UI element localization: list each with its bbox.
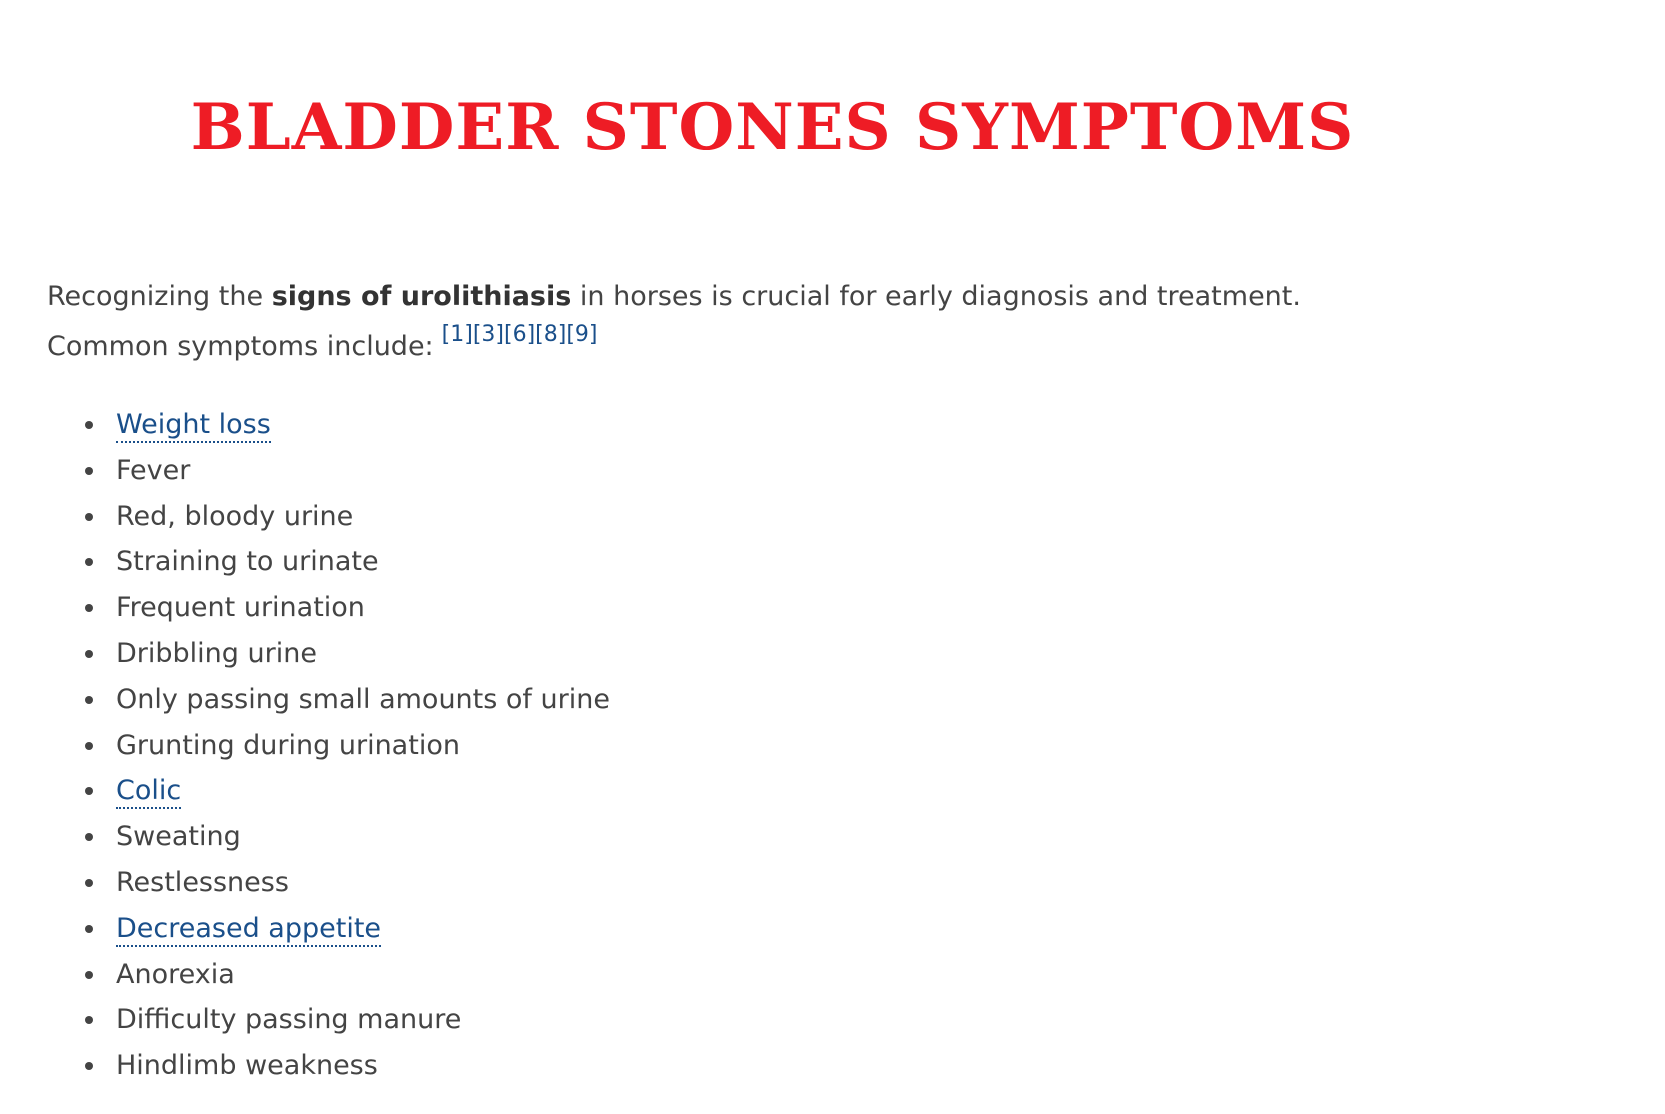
symptom-link[interactable]: Colic [116,775,181,809]
symptom-text: Anorexia [116,958,235,990]
bullet-icon [85,742,93,750]
bullet-icon [85,421,93,429]
symptom-link[interactable]: Weight loss [116,409,271,443]
symptom-item [83,997,610,1043]
symptom-item [83,768,610,814]
citation-link[interactable]: [8] [535,322,567,347]
symptom-item [83,448,610,494]
symptom-text: Sweating [116,821,241,853]
section-title: BLADDER STONES SYMPTOMS [190,90,1355,165]
citation-link[interactable]: [1] [441,322,473,347]
bullet-icon [85,513,93,521]
symptom-item [83,677,610,723]
intro-text-after: in horses is crucial for early diagnosis and treatment. Common symptoms include: [47,281,1301,362]
symptom-item [83,585,610,631]
symptom-text: Dribbling urine [116,637,317,669]
bullet-icon [85,1016,93,1024]
symptom-item [83,631,610,677]
symptom-text: Frequent urination [116,592,365,624]
bullet-icon [85,1062,93,1070]
intro-bold-phrase: signs of urolithiasis [271,281,572,312]
intro-paragraph [47,272,1427,372]
symptom-item [83,814,610,860]
symptom-text: Restlessness [116,866,289,898]
symptom-item [83,494,610,540]
bullet-icon [85,879,93,887]
bullet-icon [85,558,93,566]
symptom-item [83,1043,610,1089]
bullet-icon [85,604,93,612]
citation-link[interactable]: [6] [504,322,536,347]
symptom-item [83,952,610,998]
bullet-icon [85,467,93,475]
symptom-item [83,402,610,448]
symptom-item [83,723,610,769]
bullet-icon [85,696,93,704]
citation-link[interactable]: [9] [566,322,598,347]
symptom-item [83,539,610,585]
symptom-text: Grunting during urination [116,729,460,761]
symptom-text: Only passing small amounts of urine [116,683,610,715]
citation-group [442,324,598,346]
symptom-item [83,860,610,906]
bullet-icon [85,971,93,979]
symptom-item [83,906,610,952]
symptom-text: Difficulty passing manure [116,1004,462,1036]
symptom-text: Hindlimb weakness [116,1050,378,1082]
bullet-icon [85,925,93,933]
symptom-text: Fever [116,454,191,486]
symptom-list [83,402,610,1089]
symptom-link[interactable]: Decreased appetite [116,913,381,947]
bullet-icon [85,650,93,658]
bullet-icon [85,833,93,841]
symptom-text: Red, bloody urine [116,500,354,532]
citation-link[interactable]: [3] [472,322,504,347]
intro-text-before: Recognizing the [47,281,272,312]
symptom-text: Straining to urinate [116,546,379,578]
bullet-icon [85,787,93,795]
